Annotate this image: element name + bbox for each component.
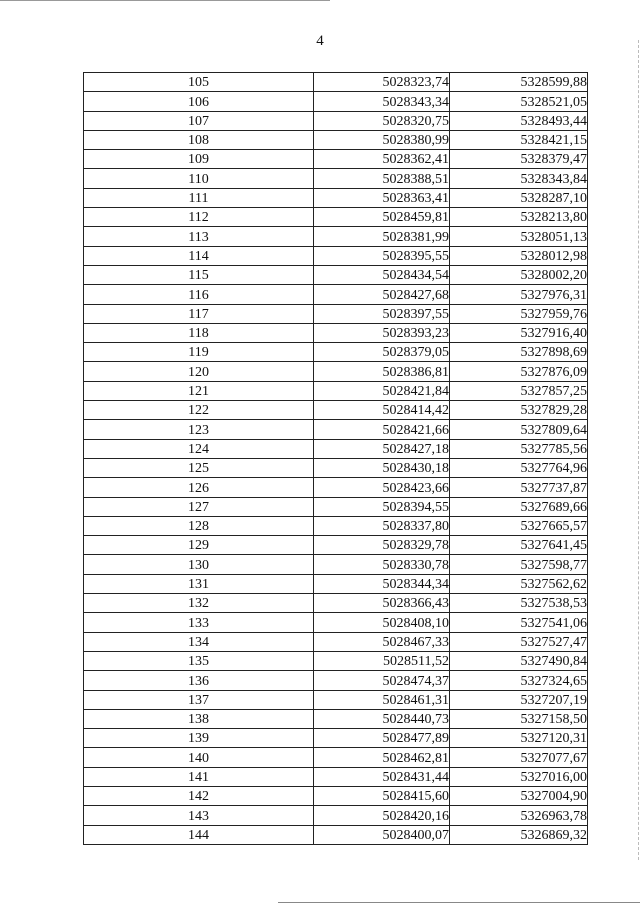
x-coordinate-cell: 5028386,81	[314, 362, 450, 381]
table-row	[84, 651, 588, 670]
table-row	[84, 208, 588, 227]
point-number-cell: 109	[84, 150, 314, 169]
point-number-cell: 113	[84, 227, 314, 246]
table-row	[84, 73, 588, 92]
point-number-cell: 135	[84, 651, 314, 670]
point-number-cell: 110	[84, 169, 314, 188]
x-coordinate-cell: 5028461,31	[314, 690, 450, 709]
x-coordinate-cell: 5028477,89	[314, 729, 450, 748]
y-coordinate-cell: 5327785,56	[450, 439, 588, 458]
y-coordinate-cell: 5328012,98	[450, 246, 588, 265]
x-coordinate-cell: 5028459,81	[314, 208, 450, 227]
y-coordinate-cell: 5326869,32	[450, 825, 588, 844]
point-number-cell: 142	[84, 786, 314, 805]
y-coordinate-cell: 5327916,40	[450, 323, 588, 342]
x-coordinate-cell: 5028320,75	[314, 111, 450, 130]
point-number-cell: 122	[84, 401, 314, 420]
x-coordinate-cell: 5028408,10	[314, 613, 450, 632]
table-row	[84, 227, 588, 246]
x-coordinate-cell: 5028431,44	[314, 767, 450, 786]
scan-edge-top	[0, 0, 330, 1]
x-coordinate-cell: 5028415,60	[314, 786, 450, 805]
table-row	[84, 613, 588, 632]
x-coordinate-cell: 5028381,99	[314, 227, 450, 246]
y-coordinate-cell: 5328379,47	[450, 150, 588, 169]
y-coordinate-cell: 5328051,13	[450, 227, 588, 246]
point-number-cell: 106	[84, 92, 314, 111]
point-number-cell: 141	[84, 767, 314, 786]
y-coordinate-cell: 5327541,06	[450, 613, 588, 632]
table-row	[84, 478, 588, 497]
x-coordinate-cell: 5028323,74	[314, 73, 450, 92]
x-coordinate-cell: 5028474,37	[314, 671, 450, 690]
table-row	[84, 786, 588, 805]
y-coordinate-cell: 5328521,05	[450, 92, 588, 111]
point-number-cell: 121	[84, 381, 314, 400]
point-number-cell: 112	[84, 208, 314, 227]
table-row	[84, 555, 588, 574]
y-coordinate-cell: 5327158,50	[450, 709, 588, 728]
x-coordinate-cell: 5028400,07	[314, 825, 450, 844]
table-row	[84, 748, 588, 767]
point-number-cell: 115	[84, 265, 314, 284]
x-coordinate-cell: 5028366,43	[314, 594, 450, 613]
y-coordinate-cell: 5327016,00	[450, 767, 588, 786]
table-row	[84, 150, 588, 169]
y-coordinate-cell: 5327876,09	[450, 362, 588, 381]
table-row	[84, 729, 588, 748]
y-coordinate-cell: 5326963,78	[450, 806, 588, 825]
y-coordinate-cell: 5327120,31	[450, 729, 588, 748]
y-coordinate-cell: 5328421,15	[450, 130, 588, 149]
y-coordinate-cell: 5327829,28	[450, 401, 588, 420]
x-coordinate-cell: 5028337,80	[314, 516, 450, 535]
y-coordinate-cell: 5327207,19	[450, 690, 588, 709]
y-coordinate-cell: 5327490,84	[450, 651, 588, 670]
table-row	[84, 188, 588, 207]
x-coordinate-cell: 5028421,66	[314, 420, 450, 439]
y-coordinate-cell: 5327538,53	[450, 594, 588, 613]
table-row	[84, 169, 588, 188]
x-coordinate-cell: 5028344,34	[314, 574, 450, 593]
table-row	[84, 285, 588, 304]
point-number-cell: 137	[84, 690, 314, 709]
point-number-cell: 127	[84, 497, 314, 516]
table-row	[84, 767, 588, 786]
x-coordinate-cell: 5028423,66	[314, 478, 450, 497]
y-coordinate-cell: 5327598,77	[450, 555, 588, 574]
point-number-cell: 111	[84, 188, 314, 207]
point-number-cell: 139	[84, 729, 314, 748]
point-number-cell: 114	[84, 246, 314, 265]
y-coordinate-cell: 5327857,25	[450, 381, 588, 400]
x-coordinate-cell: 5028420,16	[314, 806, 450, 825]
x-coordinate-cell: 5028379,05	[314, 343, 450, 362]
table-row	[84, 574, 588, 593]
scan-edge-right	[638, 40, 639, 860]
x-coordinate-cell: 5028421,84	[314, 381, 450, 400]
table-row	[84, 709, 588, 728]
table-row	[84, 536, 588, 555]
x-coordinate-cell: 5028329,78	[314, 536, 450, 555]
point-number-cell: 128	[84, 516, 314, 535]
table-row	[84, 246, 588, 265]
y-coordinate-cell: 5328599,88	[450, 73, 588, 92]
point-number-cell: 136	[84, 671, 314, 690]
table-row	[84, 458, 588, 477]
y-coordinate-cell: 5327976,31	[450, 285, 588, 304]
x-coordinate-cell: 5028430,18	[314, 458, 450, 477]
point-number-cell: 130	[84, 555, 314, 574]
table-row	[84, 343, 588, 362]
y-coordinate-cell: 5327562,62	[450, 574, 588, 593]
y-coordinate-cell: 5328213,80	[450, 208, 588, 227]
table-row	[84, 439, 588, 458]
x-coordinate-cell: 5028440,73	[314, 709, 450, 728]
point-number-cell: 119	[84, 343, 314, 362]
table-row	[84, 594, 588, 613]
x-coordinate-cell: 5028427,68	[314, 285, 450, 304]
y-coordinate-cell: 5327527,47	[450, 632, 588, 651]
table-row	[84, 92, 588, 111]
y-coordinate-cell: 5327077,67	[450, 748, 588, 767]
point-number-cell: 108	[84, 130, 314, 149]
point-number-cell: 117	[84, 304, 314, 323]
y-coordinate-cell: 5327764,96	[450, 458, 588, 477]
x-coordinate-cell: 5028462,81	[314, 748, 450, 767]
table-row	[84, 516, 588, 535]
point-number-cell: 105	[84, 73, 314, 92]
table-row	[84, 130, 588, 149]
x-coordinate-cell: 5028397,55	[314, 304, 450, 323]
y-coordinate-cell: 5327809,64	[450, 420, 588, 439]
x-coordinate-cell: 5028388,51	[314, 169, 450, 188]
x-coordinate-cell: 5028330,78	[314, 555, 450, 574]
point-number-cell: 107	[84, 111, 314, 130]
point-number-cell: 126	[84, 478, 314, 497]
point-number-cell: 124	[84, 439, 314, 458]
x-coordinate-cell: 5028467,33	[314, 632, 450, 651]
coordinates-table	[83, 72, 588, 845]
point-number-cell: 116	[84, 285, 314, 304]
point-number-cell: 118	[84, 323, 314, 342]
table-row	[84, 806, 588, 825]
table-row	[84, 304, 588, 323]
table-row	[84, 111, 588, 130]
x-coordinate-cell: 5028511,52	[314, 651, 450, 670]
coordinates-table-body	[84, 73, 588, 845]
point-number-cell: 131	[84, 574, 314, 593]
y-coordinate-cell: 5327689,66	[450, 497, 588, 516]
table-row	[84, 265, 588, 284]
x-coordinate-cell: 5028395,55	[314, 246, 450, 265]
x-coordinate-cell: 5028394,55	[314, 497, 450, 516]
y-coordinate-cell: 5328002,20	[450, 265, 588, 284]
table-row	[84, 632, 588, 651]
y-coordinate-cell: 5328493,44	[450, 111, 588, 130]
x-coordinate-cell: 5028427,18	[314, 439, 450, 458]
point-number-cell: 129	[84, 536, 314, 555]
x-coordinate-cell: 5028414,42	[314, 401, 450, 420]
y-coordinate-cell: 5327737,87	[450, 478, 588, 497]
table-row	[84, 401, 588, 420]
point-number-cell: 125	[84, 458, 314, 477]
table-row	[84, 690, 588, 709]
y-coordinate-cell: 5327959,76	[450, 304, 588, 323]
table-row	[84, 381, 588, 400]
x-coordinate-cell: 5028362,41	[314, 150, 450, 169]
point-number-cell: 120	[84, 362, 314, 381]
table-row	[84, 362, 588, 381]
x-coordinate-cell: 5028343,34	[314, 92, 450, 111]
x-coordinate-cell: 5028393,23	[314, 323, 450, 342]
table-row	[84, 497, 588, 516]
point-number-cell: 134	[84, 632, 314, 651]
point-number-cell: 133	[84, 613, 314, 632]
point-number-cell: 132	[84, 594, 314, 613]
y-coordinate-cell: 5328287,10	[450, 188, 588, 207]
table-row	[84, 420, 588, 439]
y-coordinate-cell: 5327324,65	[450, 671, 588, 690]
x-coordinate-cell: 5028380,99	[314, 130, 450, 149]
point-number-cell: 144	[84, 825, 314, 844]
y-coordinate-cell: 5327898,69	[450, 343, 588, 362]
page-number: 4	[316, 33, 324, 49]
point-number-cell: 138	[84, 709, 314, 728]
table-row	[84, 323, 588, 342]
scan-edge-bottom	[278, 902, 640, 903]
y-coordinate-cell: 5327641,45	[450, 536, 588, 555]
y-coordinate-cell: 5328343,84	[450, 169, 588, 188]
point-number-cell: 123	[84, 420, 314, 439]
point-number-cell: 140	[84, 748, 314, 767]
table-row	[84, 671, 588, 690]
x-coordinate-cell: 5028434,54	[314, 265, 450, 284]
point-number-cell: 143	[84, 806, 314, 825]
table-row	[84, 825, 588, 844]
y-coordinate-cell: 5327004,90	[450, 786, 588, 805]
x-coordinate-cell: 5028363,41	[314, 188, 450, 207]
y-coordinate-cell: 5327665,57	[450, 516, 588, 535]
